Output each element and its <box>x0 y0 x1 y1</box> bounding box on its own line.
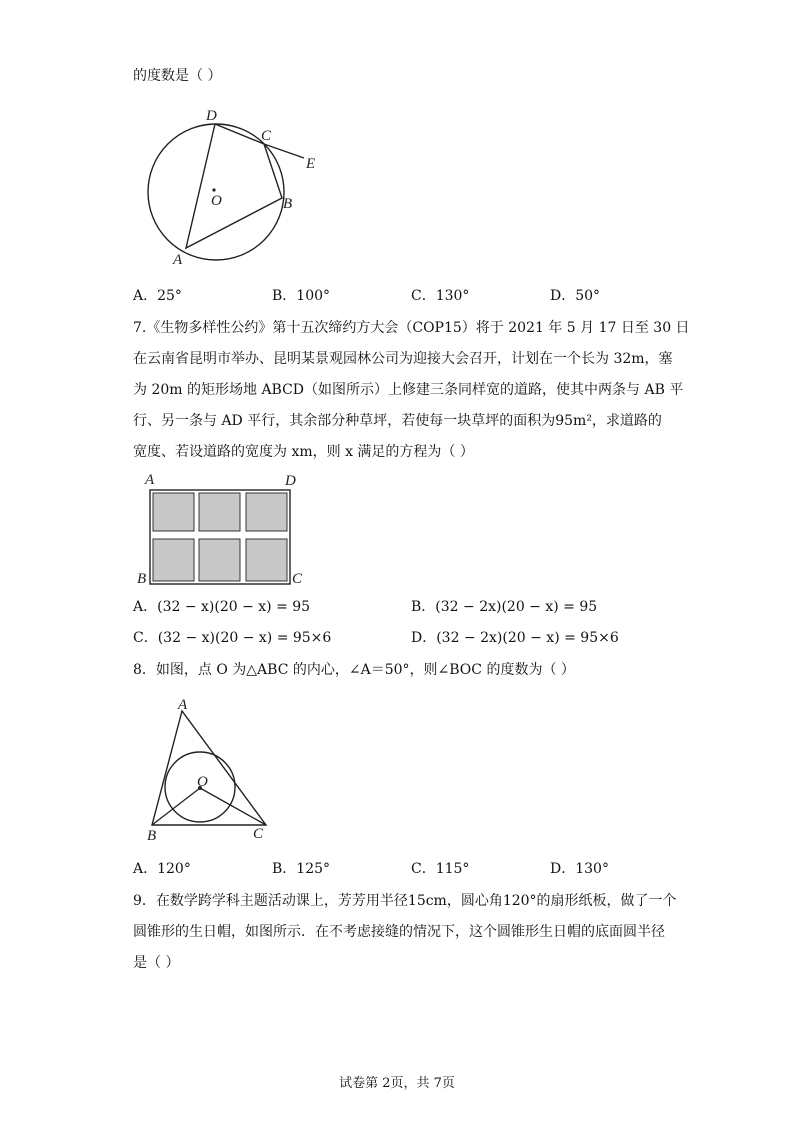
q7-option-c[interactable]: C．(32 − x)(20 − x) = 95×6 <box>133 630 332 646</box>
q6-circle-figure <box>140 100 330 270</box>
q8-segment-oc <box>200 788 266 825</box>
q7-line-4: 行、另一条与 AD 平行，其余部分种草坪，若使每一块草坪的面积为95m²，求道路的 <box>133 413 662 429</box>
q8-label-c: C <box>253 826 264 842</box>
page-footer: 试卷第 2页，共 7页 <box>339 1076 455 1091</box>
q9-line-1: 9．在数学跨学科主题活动课上，芳芳用半径15cm，圆心角120°的扇形纸板，做了一个 <box>133 893 677 909</box>
q7-lawn-4 <box>153 539 194 581</box>
q6-label-o: O <box>211 193 222 209</box>
q8-label-o: O <box>197 774 208 790</box>
q6-stem-tail: 的度数是（ ） <box>133 68 222 84</box>
q6-option-a[interactable]: A．25° <box>133 288 182 304</box>
q7-lawn-2 <box>199 493 240 531</box>
q8-segment-ob <box>152 788 200 825</box>
q6-label-d: D <box>206 108 217 124</box>
q7-rectangle-figure <box>135 470 315 590</box>
q8-option-a[interactable]: A．120° <box>133 861 191 877</box>
q6-label-a: A <box>173 252 183 268</box>
q8-stem: 8．如图，点 O 为△ABC 的内心，∠A＝50°，则∠BOC 的度数为（ ） <box>133 662 575 678</box>
q7-option-a[interactable]: A．(32 − x)(20 − x) = 95 <box>133 599 311 615</box>
q7-line-2: 在云南省昆明市举办、昆明某景观园林公司为迎接大会召开，计划在一个长为 32m，塞 <box>133 351 673 367</box>
q7-lawn-5 <box>199 539 240 581</box>
q7-line-1: 7.《生物多样性公约》第十五次缔约方大会（COP15）将于 2021 年 5 月 17 日至 30 日 <box>133 320 690 336</box>
q6-option-d[interactable]: D．50° <box>550 288 601 304</box>
q7-line-3: 为 20m 的矩形场地 ABCD（如图所示）上修建三条同样宽的道路，使其中两条与 AB 平 <box>133 382 684 398</box>
q9-line-2: 圆锥形的生日帽，如图所示．在不考虑接缝的情况下，这个圆锥形生日帽的底面圆半径 <box>133 924 665 940</box>
q7-line-5: 宽度、若设道路的宽度为 xm，则 x 满足的方程为（ ） <box>133 444 474 460</box>
q8-label-a: A <box>178 697 188 713</box>
q6-label-b: B <box>283 196 293 212</box>
q8-label-b: B <box>147 828 157 844</box>
q7-label-c: C <box>292 571 303 587</box>
q7-option-d[interactable]: D．(32 − 2x)(20 − x) = 95×6 <box>411 630 619 646</box>
q7-lawn-6 <box>246 539 287 581</box>
q9-line-3: 是（ ） <box>133 955 180 971</box>
q8-option-b[interactable]: B．125° <box>272 861 331 877</box>
q6-label-c: C <box>261 128 272 144</box>
q6-label-e: E <box>306 156 316 172</box>
q8-triangle <box>152 711 266 825</box>
q7-option-b[interactable]: B．(32 − 2x)(20 − x) = 95 <box>411 599 598 615</box>
q7-lawn-1 <box>153 493 194 531</box>
q6-center-dot <box>212 188 215 191</box>
q6-option-c[interactable]: C．130° <box>411 288 470 304</box>
q6-option-b[interactable]: B．100° <box>272 288 331 304</box>
q7-lawn-3 <box>246 493 287 531</box>
q7-label-a: A <box>145 472 155 488</box>
q8-option-c[interactable]: C．115° <box>411 861 470 877</box>
q7-label-d: D <box>285 473 296 489</box>
q8-triangle-figure <box>140 697 280 845</box>
q7-label-b: B <box>137 571 147 587</box>
q8-option-d[interactable]: D．130° <box>550 861 609 877</box>
